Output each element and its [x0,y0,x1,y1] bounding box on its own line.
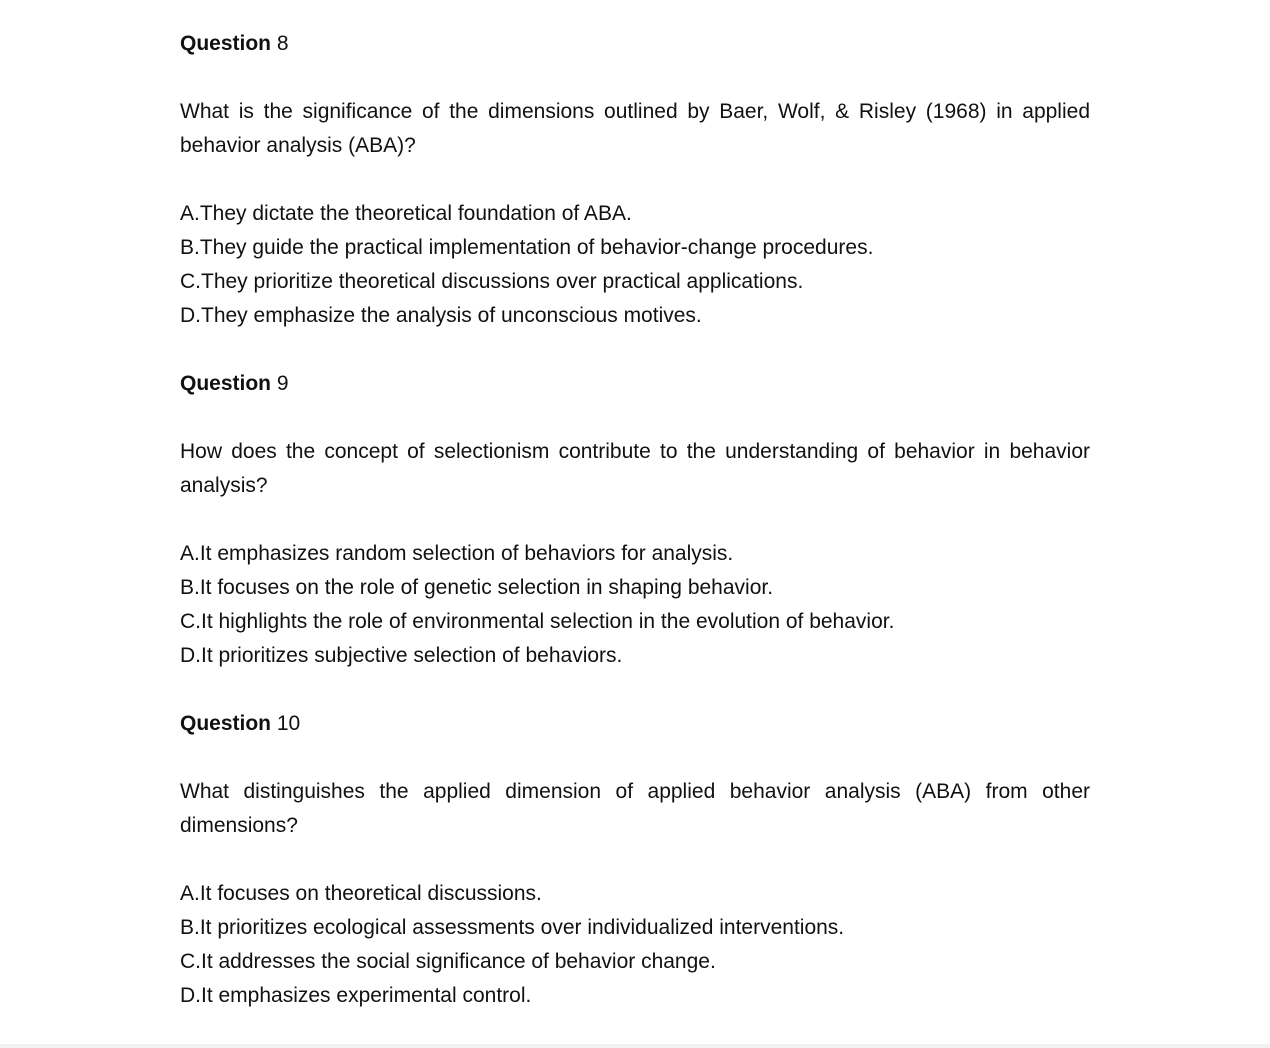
question-number: 8 [276,32,289,55]
question-text: What distinguishes the applied dimension of applied behavior analysis (ABA) from other dimensions? [180,780,1090,837]
option-c: C.They prioritize theoretical discussions over practical applications. [180,270,804,293]
question-label: Question [180,372,272,395]
question-text: What is the significance of the dimensions outlined by Baer, Wolf, & Risley (1968) in applied behavior analysis (ABA)? [180,100,1090,157]
question-8 [180,27,1090,333]
question-heading [180,27,1090,61]
option-c: C.It addresses the social significance of behavior change. [180,950,716,973]
question-label: Question [180,712,272,735]
question-heading [180,707,1090,741]
question-number: 9 [276,372,289,395]
option-b: B.They guide the practical implementation of behavior-change procedures. [180,236,874,259]
option-a: A.They dictate the theoretical foundation of ABA. [180,202,632,225]
option-b: B.It prioritizes ecological assessments over individualized interventions. [180,916,845,939]
question-9 [180,367,1090,673]
option-c: C.It highlights the role of environmental selection in the evolution of behavior. [180,610,895,633]
option-d: D.It emphasizes experimental control. [180,984,532,1007]
question-number: 10 [276,712,301,735]
option-a: A.It focuses on theoretical discussions. [180,882,542,905]
page-bottom-edge [0,1044,1270,1048]
document-page [180,27,1090,1047]
answer-options [180,537,1090,673]
option-b: B.It focuses on the role of genetic selection in shaping behavior. [180,576,774,599]
answer-options [180,877,1090,1013]
option-d: D.It prioritizes subjective selection of behaviors. [180,644,623,667]
answer-options [180,197,1090,333]
question-10 [180,707,1090,1013]
question-text: How does the concept of selectionism contribute to the understanding of behavior in behavior analysis? [180,440,1090,497]
question-heading [180,367,1090,401]
question-label: Question [180,32,272,55]
option-d: D.They emphasize the analysis of unconscious motives. [180,304,702,327]
option-a: A.It emphasizes random selection of behaviors for analysis. [180,542,734,565]
